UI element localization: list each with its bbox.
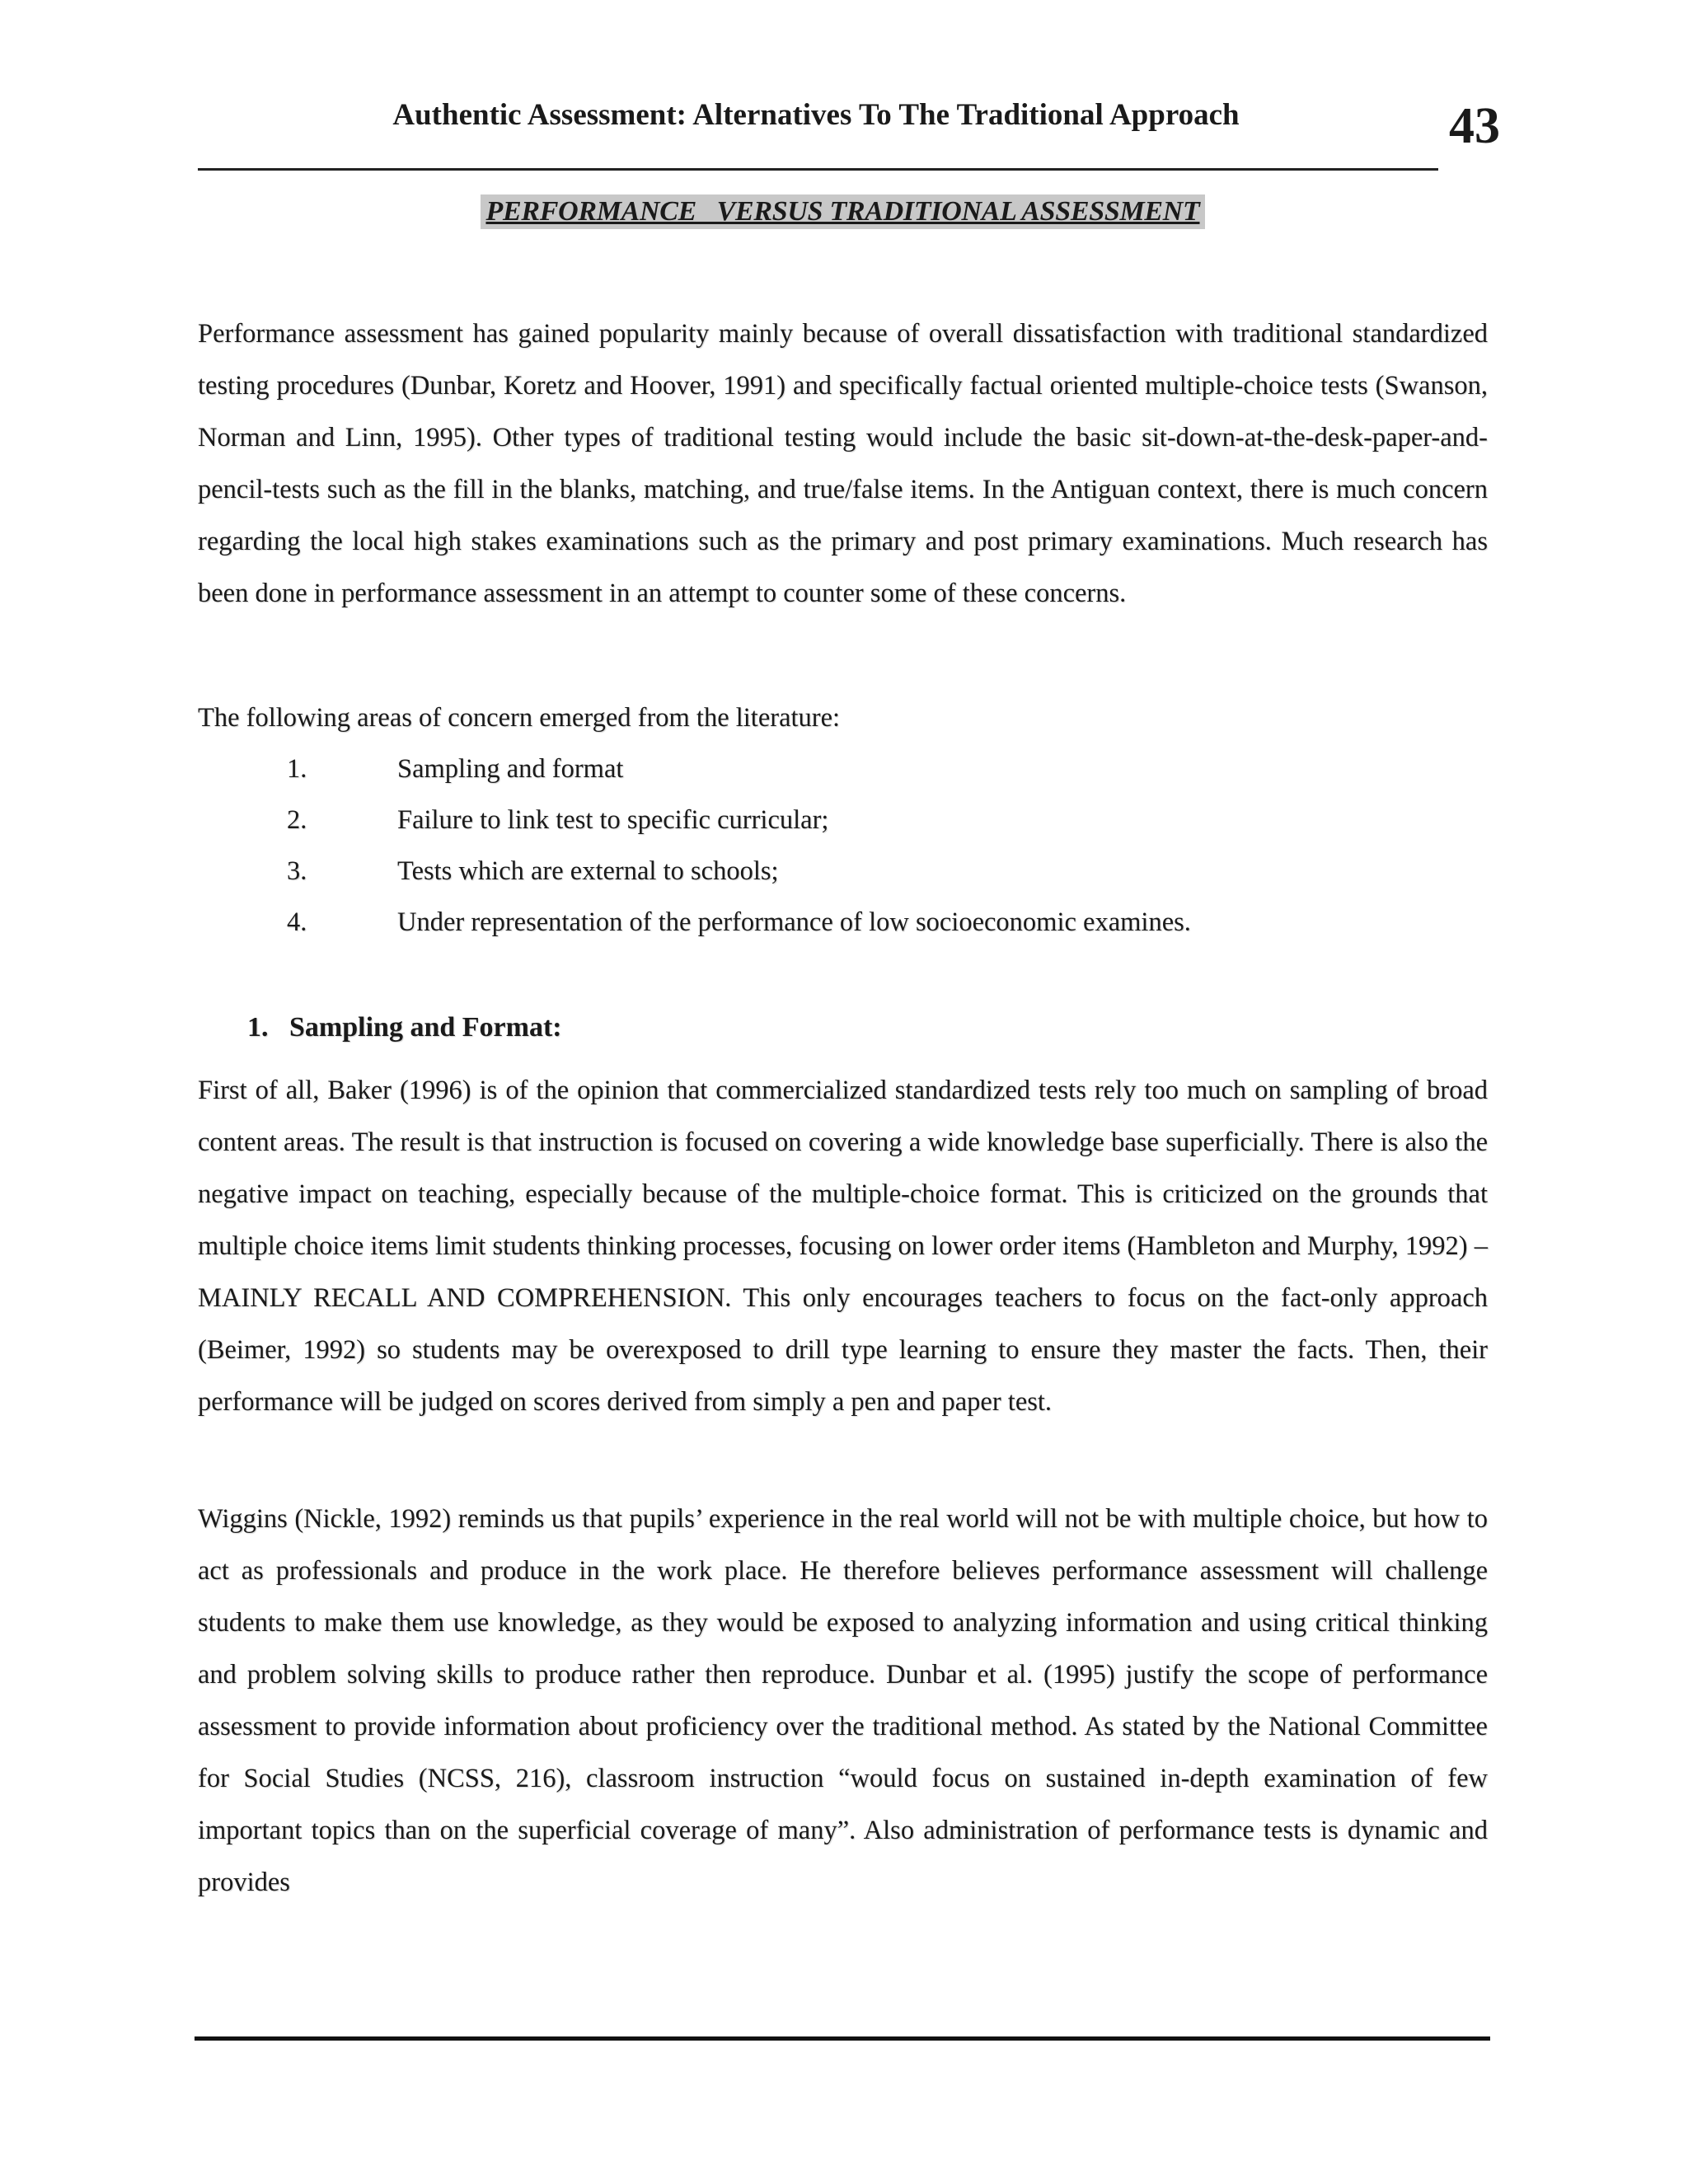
list-item-number: 2. [287, 805, 307, 835]
sampling-paragraph-1-block [198, 1065, 1488, 1428]
list-item [198, 897, 1488, 948]
list-item-number: 3. [287, 856, 307, 886]
list-item [198, 846, 1488, 897]
list-item [198, 794, 1488, 846]
sampling-paragraph-2-block [198, 1493, 1488, 1909]
sampling-paragraph-1: First of all, Baker (1996) is of the opinion that commercialized standardized tests rely too much on sampling of broad content areas. The result is that instruction is focused on covering a wide knowledge base superficially. There is also the negative impact on teaching, especially because of the multiple-choice format. This is criticized on the grounds that multiple choice items limit students thinking processes, focusing on lower order items (Hambleton and Murphy, 1992) – MAINLY RECALL AND COMPREHENSION. This only encourages teachers to focus on the fact-only approach (Beimer, 1992) so students may be overexposed to drill type learning to ensure they master the facts. Then, their performance will be judged on scores derived from simply a pen and paper test. [198, 1076, 1488, 1417]
list-item-number: 1. [287, 754, 307, 784]
list-item-text: Sampling and format [397, 754, 624, 784]
intro-paragraph-block [198, 308, 1488, 620]
running-header-title: Authentic Assessment: Alternatives To The Traditional Approach [392, 98, 1240, 132]
list-intro: The following areas of concern emerged from the literature: [198, 703, 841, 733]
sampling-paragraph-2: Wiggins (Nickle, 1992) reminds us that pupils’ experience in the real world will not be with multiple choice, but how to act as professionals and produce in the work place. He therefore believes performance assessment will challenge students to make them use knowledge, as they would be exposed to analyzing information and using critical thinking and problem solving skills to produce rather then reproduce. Dunbar et al. (1995) justify the scope of performance assessment to provide information about proficiency over the traditional method. As stated by the National Committee for Social Studies (NCSS, 216), classroom instruction “would focus on sustained in-depth examination of few important topics than on the superficial coverage of many”. Also administration of performance tests is dynamic and provides [198, 1504, 1488, 1897]
list-item-number: 4. [287, 907, 307, 937]
list-intro-block [198, 692, 1488, 744]
list-item-text: Failure to link test to specific curricular; [397, 805, 829, 835]
concern-list [198, 743, 1488, 948]
section-title: PERFORMANCE VERSUS TRADITIONAL ASSESSMENT [481, 194, 1204, 229]
subheading-sampling-format: 1. Sampling and Format: [247, 1012, 562, 1043]
list-item [198, 743, 1488, 794]
page-number: 43 [1449, 98, 1500, 154]
intro-paragraph: Performance assessment has gained popularity mainly because of overall dissatisfaction with traditional standardized testing procedures (Dunbar, Koretz and Hoover, 1991) and specifically factual oriented multiple-choice tests (Swanson, Norman and Linn, 1995). Other types of traditional testing would include the basic sit-down-at-the-desk-paper-and-pencil-tests such as the fill in the blanks, matching, and true/false items. In the Antiguan context, there is much concern regarding the local high stakes examinations such as the primary and post primary examinations. Much research has been done in performance assessment in an attempt to counter some of these concerns. [198, 319, 1488, 608]
list-item-text: Under representation of the performance of low socioeconomic examines. [397, 907, 1191, 937]
list-item-text: Tests which are external to schools; [397, 856, 779, 886]
header-rule [198, 168, 1438, 171]
section-title-wrap [198, 194, 1488, 229]
footer-rule [195, 2036, 1490, 2041]
